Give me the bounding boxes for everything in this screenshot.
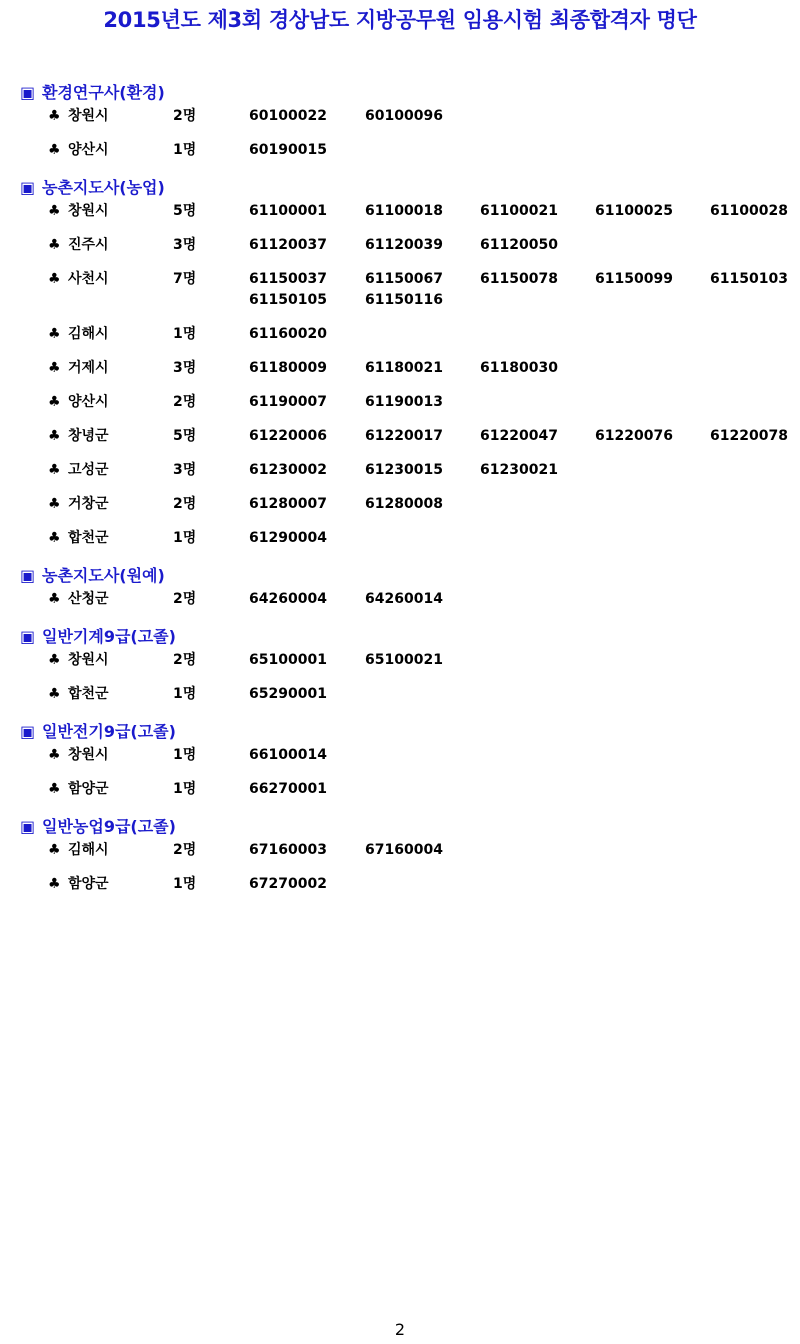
section-heading <box>0 814 800 840</box>
exam-number: 61100021 <box>480 203 558 219</box>
exam-number: 61180009 <box>249 360 327 376</box>
club-icon: ♣ <box>48 747 61 763</box>
entry-count: 1명 <box>173 530 197 546</box>
entry-count: 2명 <box>173 842 197 858</box>
club-icon: ♣ <box>48 591 61 607</box>
section-marker-icon: ▣ <box>20 83 36 102</box>
section-marker-icon: ▣ <box>20 566 36 585</box>
club-icon: ♣ <box>48 237 61 253</box>
exam-number: 67270002 <box>249 876 327 892</box>
club-icon: ♣ <box>48 462 61 478</box>
exam-number: 61120037 <box>249 237 327 253</box>
section-heading <box>0 719 800 745</box>
entry-count: 2명 <box>173 652 197 668</box>
entry-count: 1명 <box>173 747 197 763</box>
club-icon: ♣ <box>48 360 61 376</box>
club-icon: ♣ <box>48 394 61 410</box>
entry-row <box>0 140 800 161</box>
club-icon: ♣ <box>48 842 61 858</box>
entry-row <box>0 426 800 447</box>
club-icon: ♣ <box>48 326 61 342</box>
exam-number: 61150105 <box>249 292 327 308</box>
section <box>0 719 800 800</box>
club-icon: ♣ <box>48 686 61 702</box>
entry-line <box>0 106 800 127</box>
exam-number: 61120039 <box>365 237 443 253</box>
entry-row <box>0 235 800 256</box>
exam-number: 61230002 <box>249 462 327 478</box>
exam-number: 61220047 <box>480 428 558 444</box>
entry-line <box>0 140 800 161</box>
exam-number: 65290001 <box>249 686 327 702</box>
section-heading-label: 일반농업9급(고졸) <box>42 817 176 836</box>
entry-region: 창원시 <box>68 108 109 124</box>
exam-number: 67160003 <box>249 842 327 858</box>
entry-count: 2명 <box>173 108 197 124</box>
exam-number: 61220078 <box>710 428 788 444</box>
exam-number: 61190013 <box>365 394 443 410</box>
entry-count: 3명 <box>173 462 197 478</box>
entry-row <box>0 358 800 379</box>
section-marker-icon: ▣ <box>20 178 36 197</box>
section-heading-label: 농촌지도사(농업) <box>42 178 165 197</box>
entry-row <box>0 684 800 705</box>
exam-number: 61230015 <box>365 462 443 478</box>
club-icon: ♣ <box>48 142 61 158</box>
entry-count: 5명 <box>173 428 197 444</box>
entry-region: 고성군 <box>68 462 109 478</box>
exam-number: 64260004 <box>249 591 327 607</box>
section <box>0 814 800 895</box>
section <box>0 563 800 610</box>
entry-row <box>0 528 800 549</box>
entry-row <box>0 324 800 345</box>
entry-region: 거제시 <box>68 360 109 376</box>
exam-number: 61100025 <box>595 203 673 219</box>
entry-line <box>0 324 800 345</box>
entry-row <box>0 392 800 413</box>
section-heading <box>0 624 800 650</box>
entry-line <box>0 358 800 379</box>
exam-number: 61100018 <box>365 203 443 219</box>
entry-row <box>0 650 800 671</box>
section-marker-icon: ▣ <box>20 627 36 646</box>
exam-number: 60100096 <box>365 108 443 124</box>
entry-line <box>0 779 800 800</box>
exam-number: 61290004 <box>249 530 327 546</box>
entry-row <box>0 460 800 481</box>
entry-region: 양산시 <box>68 394 109 410</box>
entry-line <box>0 460 800 481</box>
section-heading-label: 농촌지도사(원예) <box>42 566 165 585</box>
section-heading-label: 환경연구사(환경) <box>42 83 165 102</box>
section-heading-label: 일반기계9급(고졸) <box>42 627 176 646</box>
exam-number: 61150116 <box>365 292 443 308</box>
entry-region: 김해시 <box>68 842 109 858</box>
entry-region: 사천시 <box>68 271 109 287</box>
club-icon: ♣ <box>48 496 61 512</box>
entry-region: 창녕군 <box>68 428 109 444</box>
exam-number: 61160020 <box>249 326 327 342</box>
entry-row <box>0 779 800 800</box>
entry-count: 3명 <box>173 237 197 253</box>
entry-count: 5명 <box>173 203 197 219</box>
club-icon: ♣ <box>48 781 61 797</box>
entry-region: 양산시 <box>68 142 109 158</box>
entry-region: 함양군 <box>68 781 109 797</box>
exam-number: 61100028 <box>710 203 788 219</box>
exam-number: 61120050 <box>480 237 558 253</box>
entry-count: 1명 <box>173 326 197 342</box>
entry-line <box>0 874 800 895</box>
entry-region: 거창군 <box>68 496 109 512</box>
page-number: 2 <box>394 1320 406 1339</box>
club-icon: ♣ <box>48 428 61 444</box>
club-icon: ♣ <box>48 876 61 892</box>
exam-number: 61280008 <box>365 496 443 512</box>
exam-number: 61150103 <box>710 271 788 287</box>
exam-number: 61190007 <box>249 394 327 410</box>
entry-row <box>0 106 800 127</box>
section-heading <box>0 80 800 106</box>
exam-number: 66270001 <box>249 781 327 797</box>
exam-number: 65100021 <box>365 652 443 668</box>
section-marker-icon: ▣ <box>20 722 36 741</box>
entry-row <box>0 840 800 861</box>
entry-region: 합천군 <box>68 686 109 702</box>
entry-line <box>0 589 800 610</box>
entry-region: 함양군 <box>68 876 109 892</box>
exam-number: 61100001 <box>249 203 327 219</box>
exam-number: 67160004 <box>365 842 443 858</box>
club-icon: ♣ <box>48 652 61 668</box>
results-list <box>0 80 800 909</box>
exam-number: 60100022 <box>249 108 327 124</box>
entry-row <box>0 201 800 222</box>
exam-number: 60190015 <box>249 142 327 158</box>
section <box>0 624 800 705</box>
entry-line <box>0 745 800 766</box>
entry-region: 진주시 <box>68 237 109 253</box>
entry-line <box>0 684 800 705</box>
entry-count: 1명 <box>173 876 197 892</box>
exam-number: 61150037 <box>249 271 327 287</box>
entry-row <box>0 745 800 766</box>
entry-region: 창원시 <box>68 747 109 763</box>
section-marker-icon: ▣ <box>20 817 36 836</box>
exam-number: 64260014 <box>365 591 443 607</box>
section <box>0 80 800 161</box>
exam-number: 61150078 <box>480 271 558 287</box>
entry-count: 1명 <box>173 142 197 158</box>
entry-row <box>0 269 800 311</box>
exam-number: 61180030 <box>480 360 558 376</box>
exam-number: 61280007 <box>249 496 327 512</box>
exam-number: 65100001 <box>249 652 327 668</box>
entry-count: 7명 <box>173 271 197 287</box>
entry-region: 김해시 <box>68 326 109 342</box>
entry-count: 1명 <box>173 686 197 702</box>
entry-row <box>0 874 800 895</box>
section-heading-label: 일반전기9급(고졸) <box>42 722 176 741</box>
entry-line <box>0 840 800 861</box>
section-heading <box>0 563 800 589</box>
exam-number: 61220006 <box>249 428 327 444</box>
entry-count: 2명 <box>173 394 197 410</box>
entry-line <box>0 426 800 447</box>
entry-count: 3명 <box>173 360 197 376</box>
section <box>0 175 800 549</box>
entry-region: 창원시 <box>68 652 109 668</box>
entry-line <box>0 494 800 515</box>
entry-region: 산청군 <box>68 591 109 607</box>
entry-line <box>0 269 800 290</box>
club-icon: ♣ <box>48 203 61 219</box>
exam-number: 61220076 <box>595 428 673 444</box>
entry-count: 2명 <box>173 591 197 607</box>
entry-count: 1명 <box>173 781 197 797</box>
entry-row <box>0 494 800 515</box>
entry-region: 창원시 <box>68 203 109 219</box>
entry-line <box>0 528 800 549</box>
club-icon: ♣ <box>48 530 61 546</box>
entry-count: 2명 <box>173 496 197 512</box>
entry-line <box>0 201 800 222</box>
exam-number: 66100014 <box>249 747 327 763</box>
section-heading <box>0 175 800 201</box>
exam-number: 61180021 <box>365 360 443 376</box>
entry-region: 합천군 <box>68 530 109 546</box>
entry-row <box>0 589 800 610</box>
club-icon: ♣ <box>48 108 61 124</box>
exam-number: 61150099 <box>595 271 673 287</box>
exam-number: 61220017 <box>365 428 443 444</box>
entry-line <box>0 650 800 671</box>
entry-line <box>0 392 800 413</box>
club-icon: ♣ <box>48 271 61 287</box>
entry-line <box>0 235 800 256</box>
exam-number: 61230021 <box>480 462 558 478</box>
exam-number: 61150067 <box>365 271 443 287</box>
page-title: 2015년도 제3회 경상남도 지방공무원 임용시험 최종합격자 명단 <box>103 8 697 32</box>
entry-line <box>0 290 800 311</box>
